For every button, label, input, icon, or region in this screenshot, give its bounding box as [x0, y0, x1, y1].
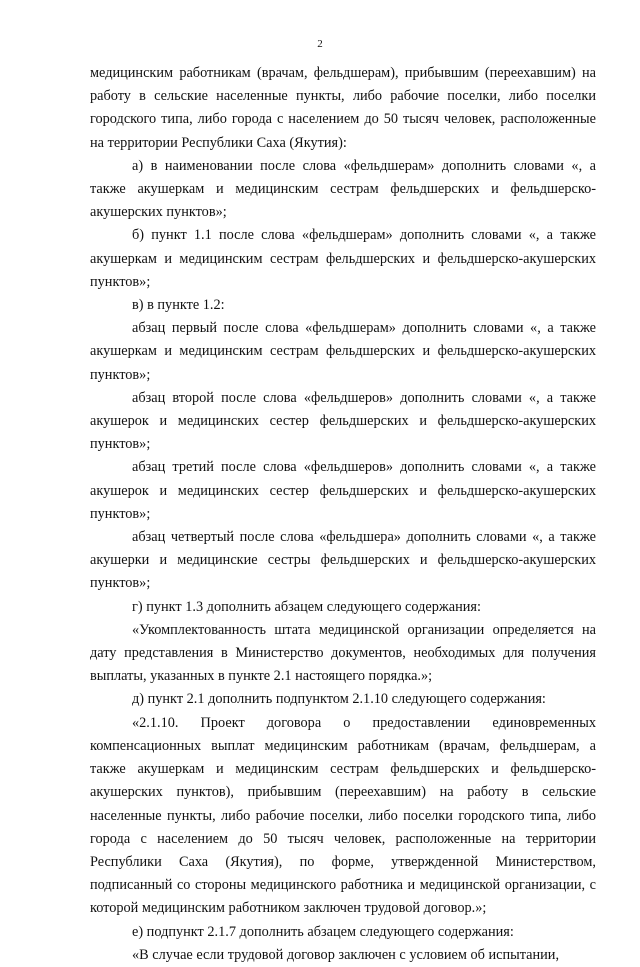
paragraph-item-d: д) пункт 2.1 дополнить подпунктом 2.1.10 следующего содержания: [132, 691, 546, 708]
paragraph-quote-2-1-10: «2.1.10. Проект договора о предоставлении единовременных компенсационных выплат медицинским работникам (врачам, фельдшерам, а также акушеркам и медицинским сестрам фельдшерских и фельдшерско-акушерских пунктов), прибывшим (переехавшим) на работу в сельские населенные пункты, либо рабочие поселки, либо поселки городского типа, либо города с населением до 50 тысяч человек, расположенные на территории Республики Саха (Якутия), по форме, утвержденной Министерством, подписанный со стороны медицинского работника и медицинской организации, с которой медицинским работником заключен трудовой договор.»; [90, 714, 596, 917]
paragraph-abzac-2: абзац второй после слова «фельдшеров» дополнить словами «, а также акушерок и медицинских сестер фельдшерских и фельдшерско-акушерских пунктов»; [90, 389, 596, 453]
paragraph-abzac-4: абзац четвертый после слова «фельдшера» дополнить словами «, а также акушерки и медицинские сестры фельдшерских и фельдшерско-акушерских пунктов»; [90, 529, 596, 592]
paragraph-abzac-3: абзац третий после слова «фельдшеров» дополнить словами «, а также акушерок и медицинских сестер фельдшерских и фельдшерско-акушерских пунктов»; [90, 459, 596, 522]
paragraph-intro: медицинским работникам (врачам, фельдшерам), прибывшим (переехавшим) на работу в сельские населенные пункты, либо рабочие поселки, либо поселки городского типа, либо города с населением до 50 тысяч человек, расположенные на территории Республики Саха (Якутия): [90, 65, 596, 151]
paragraph-quote-staffing: «Укомплектованность штата медицинской организации определяется на дату представления в Министерство документов, необходимых для получения выплаты, указанных в пункте 2.1 настоящего порядка.»; [90, 621, 596, 685]
paragraph-item-b: б) пункт 1.1 после слова «фельдшерам» дополнить словами «, а также акушеркам и медицинским сестрам фельдшерских и фельдшерско-акушерских пунктов»; [90, 227, 596, 290]
paragraph-item-v: в) в пункте 1.2: [132, 297, 225, 314]
paragraph-quote-probation: «В случае если трудовой договор заключен с условием об испытании, [132, 946, 560, 963]
document-body [90, 62, 596, 967]
paragraph-item-g: г) пункт 1.3 дополнить абзацем следующего содержания: [132, 598, 481, 615]
page-number: 2 [317, 38, 323, 50]
paragraph-item-a: а) в наименовании после слова «фельдшерам» дополнить словами «, а также акушеркам и медицинским сестрам фельдшерских и фельдшерско-акушерских пунктов»; [90, 157, 596, 221]
paragraph-abzac-1: абзац первый после слова «фельдшерам» дополнить словами «, а также акушеркам и медицинским сестрам фельдшерских и фельдшерско-акушерских пунктов»; [90, 320, 596, 383]
paragraph-item-e: е) подпункт 2.1.7 дополнить абзацем следующего содержания: [132, 923, 514, 940]
